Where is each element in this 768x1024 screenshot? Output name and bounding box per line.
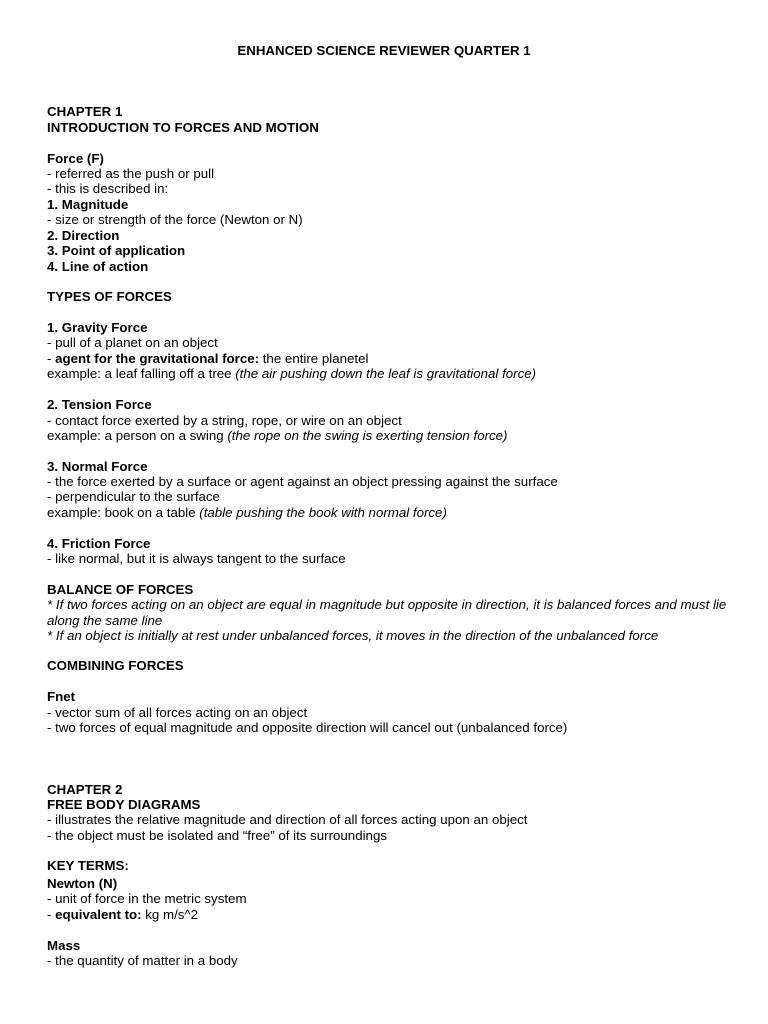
combining-heading: COMBINING FORCES bbox=[47, 658, 184, 673]
balance-line-2: * If an object is initially at rest under unbalanced forces, it moves in the direction of the unbalanced force bbox=[47, 628, 659, 643]
tension-line-1: - contact force exerted by a string, rope, or wire on an object bbox=[47, 413, 402, 428]
force-line-2: - this is described in: bbox=[47, 181, 169, 196]
newton-line-1: - unit of force in the metric system bbox=[47, 891, 247, 906]
chapter-2-label: CHAPTER 2 bbox=[47, 782, 123, 797]
gravity-line-2-prefix: - bbox=[47, 351, 56, 366]
normal-line-1: - the force exerted by a surface or agent against an object pressing against the surface bbox=[47, 474, 558, 489]
tension-example bbox=[47, 428, 507, 444]
magnitude-desc: - size or strength of the force (Newton or N) bbox=[47, 212, 303, 227]
fnet-line-1: - vector sum of all forces acting on an object bbox=[47, 705, 308, 720]
tension-example-text: example: a person on a swing bbox=[47, 428, 228, 443]
gravity-example-note: (the air pushing down the leaf is gravitational force) bbox=[235, 366, 537, 381]
fnet-heading: Fnet bbox=[47, 689, 76, 704]
newton-equivalent-value: kg m/s^2 bbox=[141, 907, 199, 922]
newton-line-2 bbox=[47, 907, 198, 923]
normal-example-note: (table pushing the book with normal force) bbox=[199, 505, 447, 520]
force-heading: Force (F) bbox=[47, 151, 104, 166]
mass-heading: Mass bbox=[47, 938, 81, 953]
chapter-1-label: CHAPTER 1 bbox=[47, 104, 123, 119]
gravity-agent-label: agent for the gravitational force: bbox=[55, 351, 260, 366]
fbd-line-1: - illustrates the relative magnitude and direction of all forces acting upon an object bbox=[47, 812, 528, 827]
normal-line-2: - perpendicular to the surface bbox=[47, 489, 220, 504]
mass-line-1: - the quantity of matter in a body bbox=[47, 953, 238, 968]
gravity-example-text: example: a leaf falling off a tree bbox=[47, 366, 236, 381]
newton-heading: Newton (N) bbox=[47, 876, 118, 891]
types-of-forces-heading: TYPES OF FORCES bbox=[47, 289, 172, 304]
gravity-line-1: - pull of a planet on an object bbox=[47, 335, 218, 350]
chapter-2-heading: FREE BODY DIAGRAMS bbox=[47, 797, 201, 812]
gravity-agent-text: the entire planetel bbox=[259, 351, 369, 366]
fbd-line-2: - the object must be isolated and “free” of its surroundings bbox=[47, 828, 387, 843]
normal-example-text: example: book on a table bbox=[47, 505, 200, 520]
tension-heading: 2. Tension Force bbox=[47, 397, 152, 412]
gravity-example bbox=[47, 366, 536, 382]
normal-heading: 3. Normal Force bbox=[47, 459, 148, 474]
newton-line-2-prefix: - bbox=[47, 907, 56, 922]
magnitude-item: 1. Magnitude bbox=[47, 197, 129, 212]
point-of-application-item: 3. Point of application bbox=[47, 243, 186, 258]
balance-line-1: * If two forces acting on an object are equal in magnitude but opposite in direction, it is balanced forces and must lie along the same line bbox=[47, 597, 727, 628]
newton-equivalent-label: equivalent to: bbox=[55, 907, 142, 922]
friction-line-1: - like normal, but it is always tangent to the surface bbox=[47, 551, 346, 566]
key-terms-heading: KEY TERMS: bbox=[47, 858, 129, 873]
balance-heading: BALANCE OF FORCES bbox=[47, 582, 194, 597]
friction-heading: 4. Friction Force bbox=[47, 536, 151, 551]
direction-item: 2. Direction bbox=[47, 228, 120, 243]
line-of-action-item: 4. Line of action bbox=[47, 259, 149, 274]
gravity-line-2 bbox=[47, 351, 368, 367]
normal-example bbox=[47, 505, 447, 521]
gravity-heading: 1. Gravity Force bbox=[47, 320, 148, 335]
chapter-1-heading: INTRODUCTION TO FORCES AND MOTION bbox=[47, 120, 319, 135]
document-title: ENHANCED SCIENCE REVIEWER QUARTER 1 bbox=[237, 43, 531, 58]
force-line-1: - referred as the push or pull bbox=[47, 166, 215, 181]
tension-example-note: (the rope on the swing is exerting tension force) bbox=[227, 428, 508, 443]
fnet-line-2: - two forces of equal magnitude and opposite direction will cancel out (unbalanced force) bbox=[47, 720, 568, 735]
